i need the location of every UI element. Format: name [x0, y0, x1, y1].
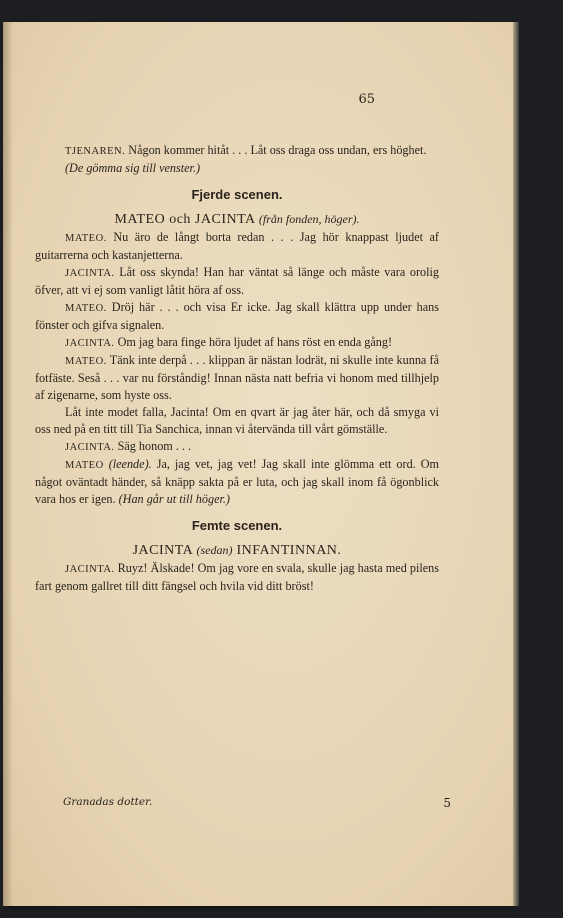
cast-names: INFANTINNAN.	[236, 543, 342, 558]
paragraph	[35, 142, 439, 160]
speaker-name: JACINTA.	[65, 564, 115, 575]
book-page	[3, 22, 513, 906]
dialogue-text: Tänk inte derpå . . . klippan är nästan lodrät, ni skulle inte kunna få fotfäste. Seså . . . var nu förståndig! Innan nästa natt befria vi honom med tillhjelp af zigenarne, som hyste oss.	[35, 353, 440, 402]
dialogue-text: Om jag bara finge höra ljudet af hans röst en enda gång!	[117, 335, 393, 349]
dialogue-text: Ja, jag vet, jag vet! Jag skall inte glömma ett ord. Om något oväntadt händer, så knäpp sakta på er luta, och jag skall inom få ögonblick vara hos er igen.	[35, 457, 440, 506]
paragraph	[35, 352, 439, 404]
dialogue-text: Säg honom . . .	[117, 439, 192, 453]
dialogue-text: Låt oss skynda! Han har väntat så länge och måste vara orolig öfver, att vi ej som vanligt låtit höra af oss.	[35, 265, 440, 297]
speaker-name: MATEO	[65, 460, 104, 471]
speaker-name: JACINTA.	[65, 268, 115, 279]
speaker-name: MATEO.	[65, 303, 107, 314]
page-edge	[513, 22, 519, 906]
speaker-name: TJENAREN.	[65, 146, 126, 157]
stage-text: (De gömma sig till venster.)	[65, 161, 201, 175]
stage-text: (Han går ut till höger.)	[118, 492, 230, 506]
paragraph	[35, 560, 439, 595]
dialogue-text: Dröj här . . . och visa Er icke. Jag skall klättra upp under hans fönster och gifva signalen.	[35, 300, 440, 332]
book-title-footer: Granadas dotter.	[63, 796, 153, 808]
cast-stage: (sedan)	[196, 543, 233, 557]
speaker-name: JACINTA.	[65, 442, 115, 453]
spine-shadow	[3, 22, 13, 906]
scene-heading: Femte scenen.	[191, 518, 283, 533]
paragraph	[35, 438, 439, 456]
signature-mark: 5	[443, 796, 451, 810]
dialogue-text: Låt inte modet falla, Jacinta! Om en qvart är jag åter här, och då smyga vi oss ned på en titt till Tia Sanchica, innan vi återvända till vårt gömställe.	[35, 405, 439, 436]
paragraph	[35, 264, 439, 299]
speaker-name: JACINTA.	[65, 338, 115, 349]
scene-cast	[35, 211, 439, 228]
dialogue-text: Ruyz! Älskade! Om jag vore en svala, skulle jag hasta med pilens fart genom gallret till ditt fängsel och hvila vid ditt bröst!	[35, 561, 439, 593]
scene-heading: Fjerde scenen.	[191, 187, 283, 202]
dialogue-text: Nu äro de långt borta redan . . . Jag hör knappast ljudet af guitarrerna och kastanjetterna.	[35, 230, 439, 262]
paragraph	[35, 404, 439, 438]
scene-cast	[35, 542, 439, 559]
dialogue-text: Någon kommer hitåt . . . Låt oss draga oss undan, ers höghet.	[128, 143, 427, 157]
page-footer	[63, 796, 451, 810]
paragraph	[35, 229, 439, 264]
speaker-name: MATEO.	[65, 233, 107, 244]
page-text	[35, 142, 439, 595]
paragraph	[35, 334, 439, 352]
stage-direction	[35, 160, 439, 177]
stage-text: (leende).	[108, 457, 152, 471]
paragraph	[35, 299, 439, 334]
cast-names: MATEO och JACINTA	[114, 212, 255, 227]
speaker-name: MATEO.	[65, 356, 107, 367]
page-number: 65	[358, 92, 375, 107]
cast-names: JACINTA	[132, 543, 193, 558]
paragraph	[35, 456, 439, 508]
cast-stage: (från fonden, höger).	[258, 212, 360, 226]
